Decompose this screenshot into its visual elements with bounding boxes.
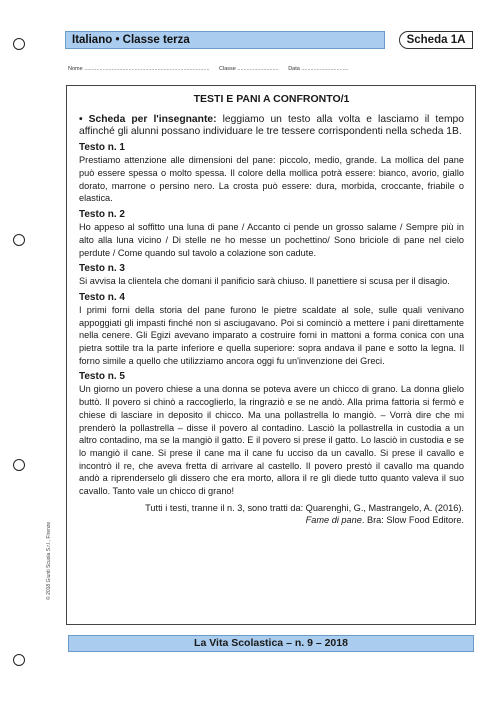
source-citation (79, 502, 464, 527)
footer-bar: La Vita Scolastica – n. 9 – 2018 (68, 635, 474, 652)
class-field: Classe ........................... (219, 66, 279, 72)
text-5-body: Un giorno un povero chiese a una donna se poteva avere un chicco di grano. La donna glielo buttò. Il povero si chinò a raccoglierlo, la ringraziò e se ne andò. Alla prima fattoria si fermò e chiese di lasciare in deposito il chicco. Ma una pollastrella lo mangiò. – Vorrà dire che mi prenderò la pollastrella – disse il povero al contadino. Lasciò la pollastrella in custodia a un altro contadino, ma se la mangiò il gatto. E il povero si prese il gatto. Lo lasciò in custodia e se lo mangiò il cane. Si prese il cane ma il cane fu ucciso da un cavallo. Si prese il cavallo e incontrò il re, che aveva fretta di arrivare al castello. Il povero prestò il cavallo ma quando andò a riprenderselo gli dissero che era morto, allora il re gli diede tutto quanto valeva il suo cavallo. Tanto vale un chicco di grano! (79, 384, 464, 497)
date-field: Data ............................... (288, 66, 349, 72)
sheet-tag: Scheda 1A (399, 31, 473, 49)
binder-hole-4 (13, 654, 25, 666)
student-fields (68, 66, 476, 72)
text-5-title: Testo n. 5 (79, 371, 125, 383)
text-4-body: I primi forni della storia del pane furono le pietre scaldate al sole, sulle quali venivano appoggiati gli impasti finché non si asciugavano. Poi si cominciò a mettere i pani direttamente nella cenere. Gli Egizi avevano imparato a costruire forni in mattoni a forma conica con una pietra sottile tra la parte inferiore e quella superiore: sopra andava il pane e sotto la legna. Il forno simile a quello che utilizziamo ancora oggi fu un'invenzione dei Greci. (79, 304, 464, 366)
source-line-1: Tutti i testi, tranne il n. 3, sono tratti da: Quarenghi, G., Mastrangelo, A. (2016). (145, 502, 464, 513)
header (65, 31, 473, 49)
source-book-title: Fame di pane (305, 515, 362, 526)
text-2-title: Testo n. 2 (79, 209, 125, 221)
name-field: Nome .................................................................................. (68, 66, 210, 72)
text-1-title: Testo n. 1 (79, 142, 125, 154)
header-subject: Italiano • Classe terza (72, 34, 190, 46)
worksheet-content (79, 93, 464, 527)
text-1-body: Prestiamo attenzione alle dimensioni del pane: piccolo, medio, grande. La mollica del pane può essere spessa o molto spessa. Il colore della mollica potrà essere: bianco, avorio, giallo dorato, marrone o persino nero. La crosta può essere: dura, morbida, croccante, friabile o elastica. (79, 155, 464, 204)
teacher-note-lead: • Scheda per l'insegnante: (79, 113, 217, 125)
teacher-note (79, 114, 464, 139)
text-3-title: Testo n. 3 (79, 263, 125, 275)
binder-hole-3 (13, 459, 25, 471)
header-bar (65, 31, 385, 49)
teacher-note-text: leggiamo un testo alla volta e lasciamo il tempo affinché gli alunni possano individuare le tre tessere corrispondenti nella scheda 1B. (79, 113, 465, 137)
text-2-body: Ho appeso al soffitto una luna di pane / Accanto ci pende un grosso salame / Sempre più in alto alla luna vicino / Di stelle ne ho messe un pochettino/ Sono briciole di pane nel cielo perdute / Come quando sul tavolo a colazione son cadute. (79, 222, 464, 258)
binder-hole-2 (13, 234, 25, 246)
page-title: TESTI E PANI A CONFRONTO/1 (193, 93, 350, 105)
source-line-2: . Bra: Slow Food Editore. (361, 515, 464, 526)
copyright-note: © 2018 Giunti Scuola S.r.l., Firenze (46, 521, 52, 600)
binder-hole-1 (13, 38, 25, 50)
text-4-title: Testo n. 4 (79, 291, 125, 303)
text-3-body: Si avvisa la clientela che domani il panificio sarà chiuso. Il panettiere si scusa per il disagio. (79, 276, 450, 287)
